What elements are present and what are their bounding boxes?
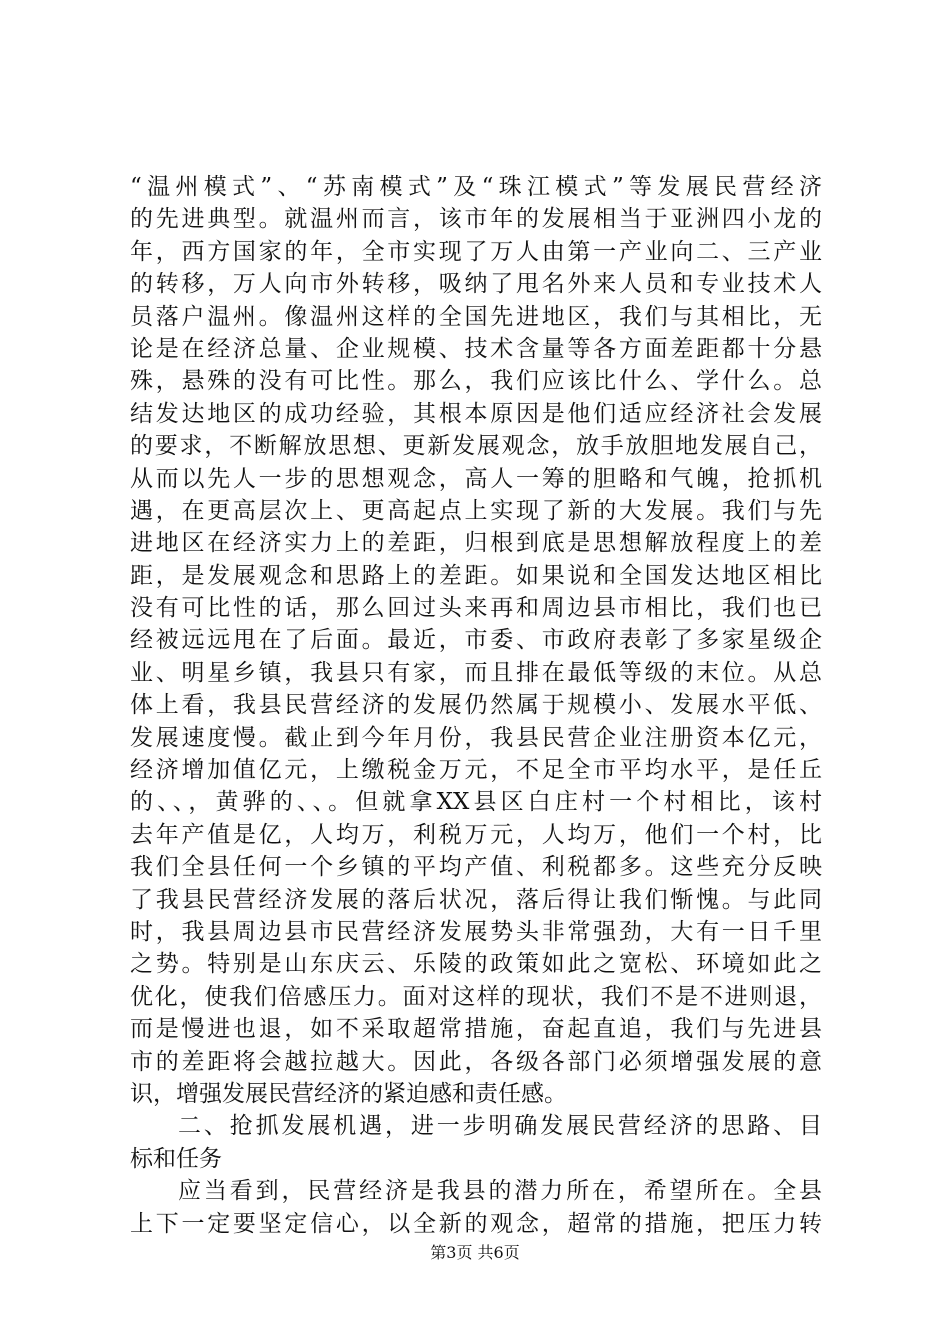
text-line: 发展速度慢。截止到今年月份，我县民营企业注册资本亿元， bbox=[130, 724, 822, 751]
text-line: 距，是发展观念和思路上的差距。如果说和全国发达地区相比 bbox=[130, 562, 822, 589]
text-line: 优化，使我们倍感压力。面对这样的现状，我们不是不进则退， bbox=[130, 983, 822, 1010]
text-line: 上下一定要坚定信心，以全新的观念，超常的措施，把压力转 bbox=[130, 1210, 822, 1237]
text-line: 年，西方国家的年，全市实现了万人由第一产业向二、三产业 bbox=[130, 238, 822, 265]
page-number-footer: 第3页 共6页 bbox=[430, 1243, 520, 1262]
text-line: 没有可比性的话，那么回过头来再和周边县市相比，我们也已 bbox=[130, 595, 822, 622]
text-line: 经被远远甩在了后面。最近，市委、市政府表彰了多家星级企 bbox=[130, 627, 822, 654]
text-line: 经济增加值亿元，上缴税金万元，不足全市平均水平，是任丘 bbox=[130, 757, 822, 784]
text-line: 应当看到，民营经济是我县的潜力所在，希望所在。全县 bbox=[178, 1178, 822, 1205]
text-line: 的转移，万人向市外转移，吸纳了甩名外来人员和专业技术人 bbox=[130, 271, 822, 298]
text-line: 的先进典型。就温州而言，该市年的发展相当于亚洲四小龙的 bbox=[130, 206, 822, 233]
text-line: 员落户温州。像温州这样的全国先进地区，我们与其相比，无 bbox=[130, 303, 822, 330]
text-line: 从而以先人一步的思想观念，高人一筹的胆略和气魄，抢抓机 bbox=[130, 465, 822, 492]
text-line: 我们全县任何一个乡镇的平均产值、利税都多。这些充分反映 bbox=[130, 854, 822, 881]
text-line: 市的差距将会越拉越大。因此，各级各部门必须增强发展的意 bbox=[130, 1048, 822, 1075]
text-line: 结发达地区的成功经验，其根本原因是他们适应经济社会发展 bbox=[130, 400, 822, 427]
text-line: 去年产值是亿，人均万，利税万元，人均万，他们一个村，比 bbox=[130, 821, 822, 848]
text-line: 二、抢抓发展机遇，进一步明确发展民营经济的思路、目 bbox=[178, 1113, 822, 1140]
text-line: 的、、，黄骅的、、。但就拿XX县区白庄村一个村相比，该村 bbox=[130, 789, 822, 816]
text-line: 识，增强发展民营经济的紧迫感和责任感。 bbox=[130, 1080, 567, 1107]
text-line: 遇，在更高层次上、更高起点上实现了新的大发展。我们与先 bbox=[130, 497, 822, 524]
text-line: 的要求，不断解放思想、更新发展观念，放手放胆地发展自己， bbox=[130, 433, 822, 460]
text-line: 论是在经济总量、企业规模、技术含量等各方面差距都十分悬 bbox=[130, 335, 822, 362]
text-line: 标和任务 bbox=[130, 1145, 222, 1172]
text-line: 业、明星乡镇，我县只有家，而且排在最低等级的末位。从总 bbox=[130, 659, 822, 686]
text-line: 体上看，我县民营经济的发展仍然属于规模小、发展水平低、 bbox=[130, 692, 822, 719]
text-line: 进地区在经济实力上的差距，归根到底是思想解放程度上的差 bbox=[130, 530, 822, 557]
text-line: 殊，悬殊的没有可比性。那么，我们应该比什么、学什么。总 bbox=[130, 368, 822, 395]
body-text bbox=[130, 171, 822, 1240]
text-line: 时，我县周边县市民营经济发展势头非常强劲，大有一日千里 bbox=[130, 918, 822, 945]
text-line: 了我县民营经济发展的落后状况，落后得让我们惭愧。与此同 bbox=[130, 886, 822, 913]
text-line: 而是慢进也退，如不采取超常措施，奋起直追，我们与先进县 bbox=[130, 1016, 822, 1043]
text-line: “温州模式”、“苏南模式”及“珠江模式”等发展民营经济 bbox=[130, 174, 822, 200]
text-line: 之势。特别是山东庆云、乐陵的政策如此之宽松、环境如此之 bbox=[130, 951, 822, 978]
